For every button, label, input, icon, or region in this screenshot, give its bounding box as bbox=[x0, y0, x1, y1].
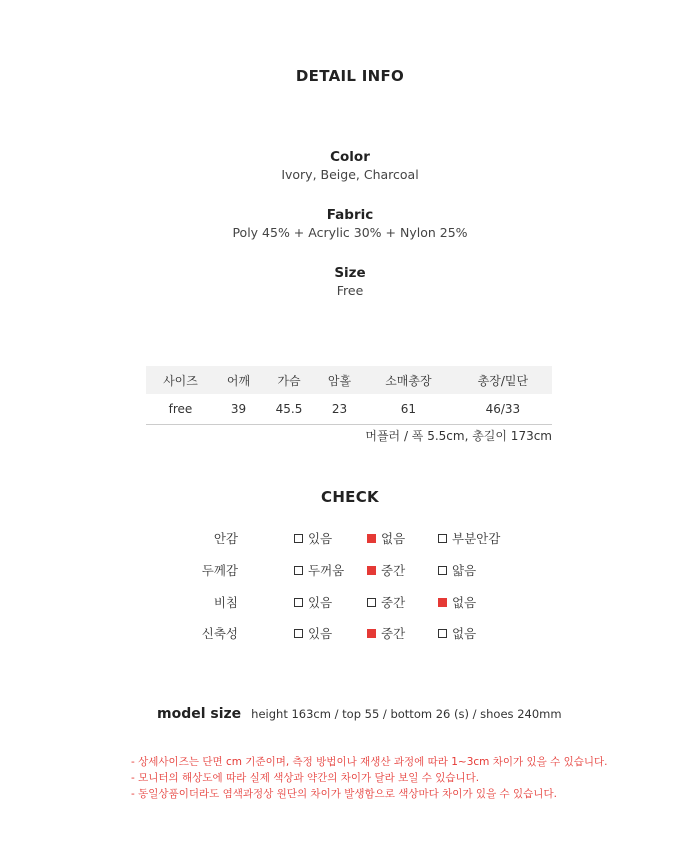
fabric-label: Fabric bbox=[326, 207, 374, 223]
notice-item: - 모니터의 해상도에 따라 실제 색상과 약간의 차이가 달라 보일 수 있습니다. bbox=[131, 772, 480, 784]
check-option bbox=[367, 624, 405, 642]
check-option-label: 없음 bbox=[452, 626, 477, 641]
check-option bbox=[367, 561, 405, 579]
notice-item: - 동일상품이더라도 염색과정상 원단의 차이가 발생함으로 색상마다 차이가 있을 수 있습니다. bbox=[131, 788, 557, 800]
check-option bbox=[294, 593, 332, 611]
check-option-label: 있음 bbox=[308, 595, 333, 610]
size-table-cell: 23 bbox=[316, 394, 363, 425]
size-table-cell: 45.5 bbox=[262, 394, 316, 425]
model-size-value: height 163cm / top 55 / bottom 26 (s) / shoes 240mm bbox=[251, 707, 562, 721]
size-table-header: 소매총장 bbox=[363, 366, 454, 394]
size-value: Free bbox=[336, 283, 364, 298]
check-option-label: 얇음 bbox=[452, 563, 477, 578]
table-row bbox=[146, 394, 552, 425]
check-option-label: 중간 bbox=[381, 563, 406, 578]
size-table bbox=[146, 366, 552, 425]
check-row-label: 두께감 bbox=[201, 563, 238, 578]
unchecked-box-icon bbox=[294, 629, 303, 638]
size-table-header: 사이즈 bbox=[146, 366, 215, 394]
size-table-header: 가슴 bbox=[262, 366, 316, 394]
size-table-header: 총장/밑단 bbox=[454, 366, 552, 394]
check-option bbox=[438, 561, 476, 579]
check-option-label: 없음 bbox=[381, 531, 406, 546]
check-option bbox=[294, 529, 332, 547]
size-table-cell: free bbox=[146, 394, 215, 425]
model-size-label: model size bbox=[157, 706, 242, 722]
unchecked-box-icon bbox=[294, 566, 303, 575]
size-table-cell: 61 bbox=[363, 394, 454, 425]
check-row-label: 안감 bbox=[213, 531, 238, 546]
check-option-label: 있음 bbox=[308, 626, 333, 641]
unchecked-box-icon bbox=[294, 534, 303, 543]
size-table-header: 암홀 bbox=[316, 366, 363, 394]
checked-box-icon bbox=[367, 534, 376, 543]
check-option-label: 없음 bbox=[452, 595, 477, 610]
unchecked-box-icon bbox=[438, 629, 447, 638]
color-value: Ivory, Beige, Charcoal bbox=[281, 167, 419, 182]
size-table-header-row bbox=[146, 366, 552, 394]
unchecked-box-icon bbox=[438, 566, 447, 575]
check-option bbox=[438, 593, 476, 611]
unchecked-box-icon bbox=[438, 534, 447, 543]
checked-box-icon bbox=[367, 629, 376, 638]
checked-box-icon bbox=[367, 566, 376, 575]
check-option bbox=[367, 593, 405, 611]
check-row bbox=[0, 624, 700, 644]
notice-list bbox=[131, 754, 608, 802]
checked-box-icon bbox=[438, 598, 447, 607]
check-option bbox=[294, 561, 344, 579]
check-title: CHECK bbox=[321, 488, 379, 506]
check-option bbox=[438, 529, 500, 547]
size-label: Size bbox=[334, 265, 366, 281]
notice-item: - 상세사이즈는 단면 cm 기준이며, 측정 방법이나 재생산 과정에 따라 1~3cm 차이가 있을 수 있습니다. bbox=[131, 756, 608, 768]
check-option-label: 두꺼움 bbox=[308, 563, 345, 578]
check-option-label: 있음 bbox=[308, 531, 333, 546]
color-label: Color bbox=[330, 149, 370, 165]
check-option-label: 중간 bbox=[381, 626, 406, 641]
check-option bbox=[438, 624, 476, 642]
unchecked-box-icon bbox=[294, 598, 303, 607]
size-table-cell: 46/33 bbox=[454, 394, 552, 425]
fabric-value: Poly 45% + Acrylic 30% + Nylon 25% bbox=[232, 225, 468, 240]
size-note: 머플러 / 폭 5.5cm, 총길이 173cm bbox=[365, 429, 552, 443]
size-table-header: 어깨 bbox=[215, 366, 262, 394]
check-row-label: 비침 bbox=[213, 595, 238, 610]
check-row bbox=[0, 529, 700, 549]
check-option-label: 부분안감 bbox=[452, 531, 501, 546]
check-row bbox=[0, 593, 700, 613]
unchecked-box-icon bbox=[367, 598, 376, 607]
check-option bbox=[294, 624, 332, 642]
model-size bbox=[157, 706, 562, 722]
detail-info-title: DETAIL INFO bbox=[295, 67, 405, 85]
check-row bbox=[0, 561, 700, 581]
check-option bbox=[367, 529, 405, 547]
check-option-label: 중간 bbox=[381, 595, 406, 610]
check-row-label: 신축성 bbox=[201, 626, 238, 641]
size-table-cell: 39 bbox=[215, 394, 262, 425]
